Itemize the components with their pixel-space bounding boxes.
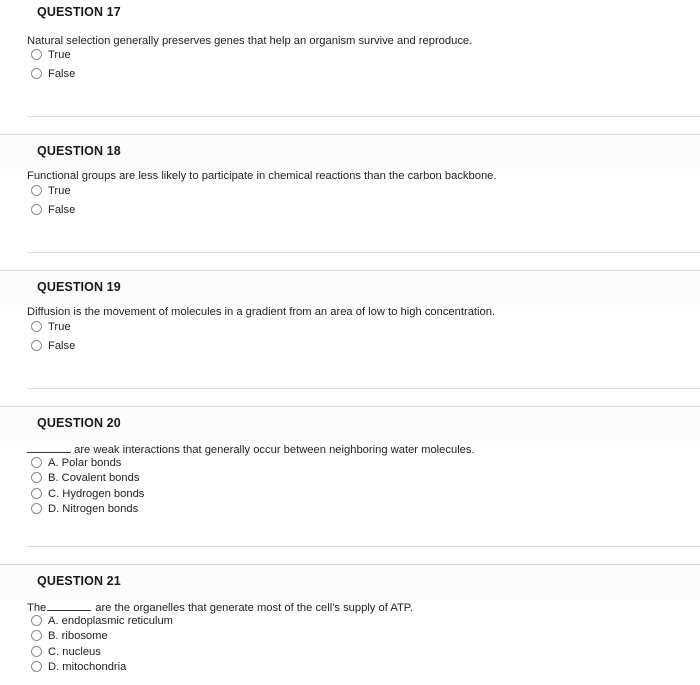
question-20-option-a[interactable] (31, 455, 121, 470)
question-21-text-after-blank: are the organelles that generate most of the cell's supply of ATP. (95, 602, 413, 614)
radio-button[interactable] (31, 615, 42, 626)
question-17-header (0, 0, 700, 34)
radio-button[interactable] (31, 646, 42, 657)
question-17-option-false[interactable] (31, 66, 75, 81)
question-18-text: Functional groups are less likely to participate in chemical reactions than the carbon backbone. (27, 170, 497, 182)
option-label: False (48, 67, 76, 80)
option-label: True (48, 320, 71, 333)
option-label: C. Hydrogen bonds (48, 487, 145, 500)
radio-button[interactable] (31, 204, 42, 215)
option-label: False (48, 203, 76, 216)
radio-button[interactable] (31, 321, 42, 332)
question-18-option-false[interactable] (31, 202, 75, 217)
option-label: C. nucleus (48, 645, 101, 658)
question-21-text (27, 600, 413, 614)
radio-button[interactable] (31, 661, 42, 672)
option-label: D. Nitrogen bonds (48, 502, 139, 515)
question-21-text-before-blank: The (27, 602, 47, 614)
question-18-option-true[interactable] (31, 183, 71, 198)
question-19-header (0, 270, 700, 305)
radio-button[interactable] (31, 488, 42, 499)
question-20-option-c[interactable] (31, 486, 144, 501)
question-21-option-d[interactable] (31, 659, 126, 674)
question-20-header (0, 406, 700, 441)
question-21-option-a[interactable] (31, 613, 173, 628)
option-label: True (48, 48, 71, 61)
question-20-title: QUESTION 20 (37, 416, 121, 430)
question-20-text-after-blank: are weak interactions that generally occur between neighboring water molecules. (74, 444, 475, 456)
question-19-option-false[interactable] (31, 338, 75, 353)
question-19-title: QUESTION 19 (37, 280, 121, 294)
question-19-text: Diffusion is the movement of molecules in a gradient from an area of low to high concentration. (27, 306, 496, 318)
question-17-text: Natural selection generally preserves genes that help an organism survive and reproduce. (27, 35, 473, 47)
radio-button[interactable] (31, 185, 42, 196)
divider (27, 388, 700, 389)
question-18-title: QUESTION 18 (37, 144, 121, 158)
question-19-option-true[interactable] (31, 319, 71, 334)
question-21-header (0, 564, 700, 599)
question-21-option-c[interactable] (31, 644, 101, 659)
radio-button[interactable] (31, 457, 42, 468)
option-label: A. Polar bonds (48, 456, 122, 469)
radio-button[interactable] (31, 503, 42, 514)
question-21-option-b[interactable] (31, 628, 108, 643)
question-18-header (0, 134, 700, 169)
radio-button[interactable] (31, 472, 42, 483)
option-label: False (48, 339, 76, 352)
radio-button[interactable] (31, 68, 42, 79)
option-label: A. endoplasmic reticulum (48, 614, 173, 627)
fill-in-blank (47, 600, 91, 611)
question-21-title: QUESTION 21 (37, 574, 121, 588)
radio-button[interactable] (31, 49, 42, 60)
question-20-option-b[interactable] (31, 470, 139, 485)
option-label: D. mitochondria (48, 660, 127, 673)
question-17-title: QUESTION 17 (37, 5, 121, 19)
option-label: B. Covalent bonds (48, 471, 140, 484)
option-label: True (48, 184, 71, 197)
question-17-option-true[interactable] (31, 47, 71, 62)
option-label: B. ribosome (48, 629, 108, 642)
divider (27, 546, 700, 547)
divider (27, 252, 700, 253)
radio-button[interactable] (31, 630, 42, 641)
divider (27, 116, 700, 117)
fill-in-blank (27, 442, 71, 453)
question-20-option-d[interactable] (31, 501, 138, 516)
question-20-text (27, 442, 475, 456)
radio-button[interactable] (31, 340, 42, 351)
